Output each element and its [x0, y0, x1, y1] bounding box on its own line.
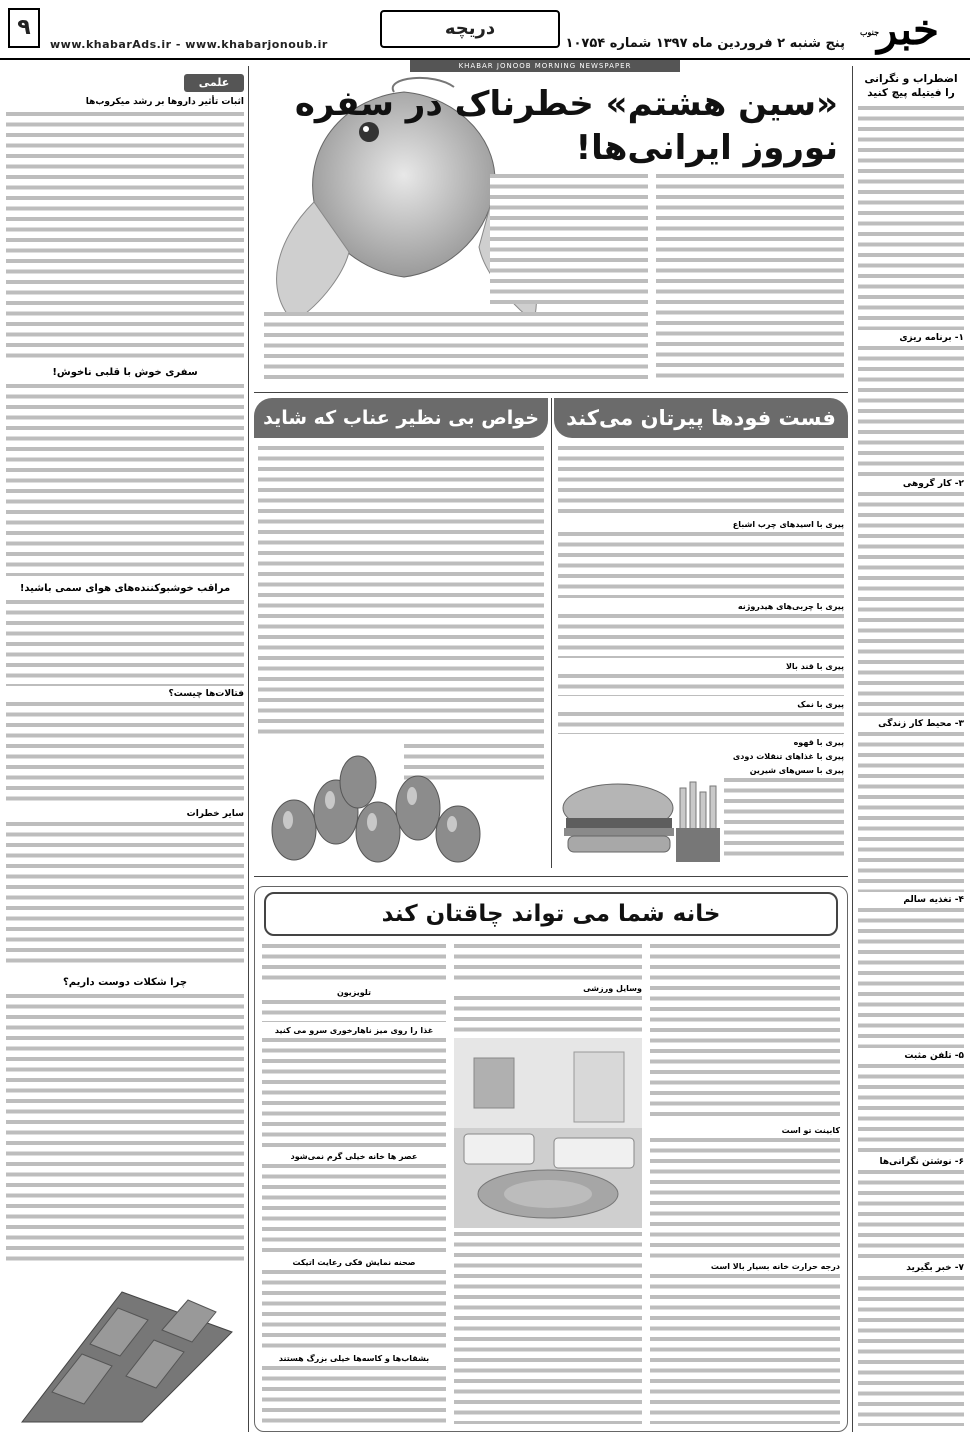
text-block [262, 1038, 446, 1148]
subhead: بشقاب‌ها و کاسه‌ها خیلی بزرگ هستند [278, 1354, 430, 1363]
home-title: خانه شما می تواند چاقتان کند [264, 892, 838, 936]
subhead: پیری با سس‌های شیرین [749, 766, 844, 775]
column-rule-left [248, 66, 249, 1432]
right-column-title: اضطراب و نگرانی را فیتیله پیچ کنید [864, 73, 958, 99]
home-story [254, 886, 848, 1432]
text-block [858, 908, 964, 1048]
text-block [650, 1274, 840, 1424]
logo-text: خبر [877, 5, 939, 54]
text-block [858, 492, 964, 716]
subhead: ۷- خبر بگیرید [906, 1263, 964, 1273]
text-block [262, 1270, 446, 1350]
fastfood-title: فست فودها پیرتان می‌کند [554, 398, 848, 438]
column-rule-right [852, 66, 853, 1432]
article-title: مراقب خوشبوکننده‌های هوای سمی باشید! [19, 583, 231, 594]
english-strip: KHABAR JONOOB MORNING NEWSPAPER [410, 60, 680, 72]
jujube-image [254, 742, 494, 866]
text-block [6, 384, 244, 576]
text-block [262, 1000, 446, 1022]
subhead: پیری با اسیدهای چرب اشباع [732, 520, 844, 529]
text-block [262, 1366, 446, 1424]
subhead: صحنه نمایش فکی رعایت اتیکت [292, 1258, 416, 1267]
right-column [858, 70, 964, 1432]
text-block [6, 112, 244, 358]
column-rule-mid [551, 398, 552, 868]
jujube-title: خواص بی نظیر عناب که شاید [254, 398, 548, 438]
subhead: پیری با نمک [797, 700, 844, 709]
text-block [650, 1138, 840, 1258]
lead-story [254, 72, 848, 388]
subhead: کابینت تو است [781, 1126, 840, 1135]
fastfood-story [554, 398, 848, 868]
subhead: تلویزیون [336, 988, 372, 997]
text-block [454, 944, 642, 980]
text-block [264, 312, 648, 382]
text-block [558, 446, 844, 516]
text-block [454, 1232, 642, 1424]
text-block [6, 994, 244, 1264]
logo-sub: جنوب [860, 27, 880, 37]
website-links[interactable]: www.khabarAds.ir - www.khabarjonoub.ir [50, 38, 328, 51]
subhead: ۱- برنامه ریزی [899, 333, 964, 343]
jujube-story [254, 398, 548, 868]
divider [254, 392, 848, 393]
text-block [6, 702, 244, 806]
subhead: وسایل ورزشی [583, 984, 642, 993]
text-block [858, 1170, 964, 1260]
subhead: ۲- کار گروهی [902, 479, 964, 489]
subhead: ۵- تلفن مثبت [904, 1051, 964, 1061]
subhead: ۳- محیط کار زندگی [878, 719, 964, 729]
text-block [724, 778, 844, 862]
dateline: پنج شنبه ۲ فروردین ماه ۱۳۹۷ شماره ۱۰۷۵۴ [565, 36, 845, 51]
masthead [0, 0, 970, 60]
text-block [262, 944, 446, 984]
subhead: پیری با قند بالا [785, 662, 844, 671]
text-block [858, 346, 964, 476]
fastfood-image [558, 778, 722, 866]
subhead: درجه حرارت خانه بسیار بالا است [710, 1262, 840, 1271]
text-block [490, 174, 648, 304]
text-block [858, 732, 964, 892]
subhead: عصر ها خانه خیلی گرم نمی‌شود [290, 1152, 418, 1161]
page-number: ۹ [8, 8, 40, 48]
text-block [6, 822, 244, 968]
article-title: اثبات تأثیر داروها بر رشد میکروب‌ها [85, 97, 244, 107]
text-block [262, 1164, 446, 1254]
text-block [558, 674, 844, 696]
text-block [858, 1276, 964, 1426]
subhead: پیری با چربی‌های هیدروژنه [737, 602, 844, 611]
text-block [858, 1064, 964, 1154]
left-column [6, 72, 244, 1432]
lead-title-line1: «سین هشتم» خطرناک در سفره [294, 84, 838, 124]
text-block [558, 712, 844, 734]
subhead: غذا را روی میز ناهارخوری سرو می کنید [274, 1026, 434, 1035]
text-block [558, 614, 844, 658]
section-name: دریچه [380, 10, 560, 48]
subhead: پیری با غذاهای تنقلات دودی [732, 752, 844, 761]
chocolate-image [12, 1272, 240, 1428]
section-tag: علمی [184, 74, 244, 92]
text-block [558, 532, 844, 598]
newspaper-logo [858, 6, 958, 58]
divider [254, 876, 848, 877]
subhead: ۴- تغذیه سالم [903, 895, 964, 905]
subhead: فتالات‌ها چیست؟ [168, 689, 244, 699]
text-block [454, 996, 642, 1036]
article-title: چرا شکلات دوست داریم؟ [62, 977, 188, 988]
subhead: سایر خطرات [186, 809, 244, 819]
text-block [650, 944, 840, 1122]
text-block [258, 446, 544, 738]
lead-title-line2: نوروز ایرانی‌ها! [575, 128, 838, 168]
article-title: سفری خوش با قلبی ناخوش! [52, 367, 198, 378]
subhead: ۶- نوشتن نگرانی‌ها [879, 1157, 964, 1167]
living-room-image [454, 1038, 642, 1228]
text-block [6, 600, 244, 686]
text-block [656, 174, 844, 382]
subhead: پیری با قهوه [793, 738, 844, 747]
text-block [858, 106, 964, 330]
